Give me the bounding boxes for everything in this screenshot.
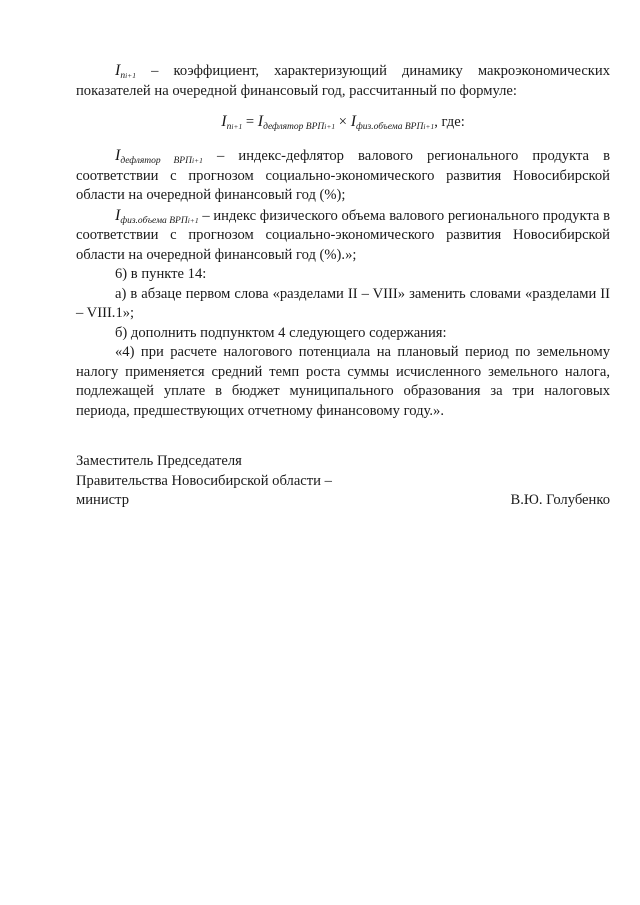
paragraph-physical-volume-definition: $I_{физ.объема ВРПi+1}$ – индекс физического объема валового регионального продукта в соответствии с прогнозом социально-экономического развития Новосибирской области на очередной финансовый год (%).»; [76,206,611,263]
signature-position-line2: Правительства Новосибирской области – [76,472,332,489]
signature-position-minister: министр [76,492,129,508]
symbol-I-physical-volume: $I_{физ.объема ВРПi+1}$ [115,206,199,226]
paragraph-item-b: б) дополнить подпунктом 4 следующего содержания: [115,324,447,341]
formula [76,111,610,133]
formula-times: × [335,114,351,130]
formula-term-physical-volume: $I_{физ.объема ВРПi+1}$ [350,113,435,132]
formula-lhs: $I_{ni+1}$ [221,113,243,132]
signature-position-line1: Заместитель Председателя [76,453,242,469]
symbol-I-deflator: $I_{дефлятор ВРПi+1}$ [115,147,203,166]
symbol-I-n: $I_{ni+1}$ [115,62,136,81]
document-body [76,61,610,421]
paragraph-item-a: а) в абзаце первом слова «разделами II – VIII» заменить словами «разделами II – VIII.1»; [76,285,610,321]
paragraph-deflator-definition: $I_{дефлятор ВРПi+1}$ – индекс-дефлятор валового регионального продукта в соответствии с прогнозом социально-экономического развития Новосибирской области на очередной финансовый год (%); [76,147,611,203]
formula-term-deflator: $I_{дефлятор ВРПi+1}$ [257,113,336,132]
paragraph-item-6: 6) в пункте 14: [115,266,207,282]
signature-block [76,452,610,511]
paragraph-coefficient-definition: $I_{ni+1}$ – коэффициент, характеризующий динамику макроэкономических показателей на очередной финансовый год, рассчитанный по формуле: [76,62,610,99]
formula-equals: = [242,114,258,130]
formula-tail: , где: [434,114,465,130]
signature-name: В.Ю. Голубенко [510,492,610,508]
signature-position-line3 [76,491,610,511]
paragraph-subitem-4: «4) при расчете налогового потенциала на плановый период по земельному налогу применяется средний темп роста суммы исчисленного земельного налога, подлежащей уплате в бюджет муниципального образования за три налоговых периода, предшествующих отчетному финансовому году.». [76,344,610,419]
